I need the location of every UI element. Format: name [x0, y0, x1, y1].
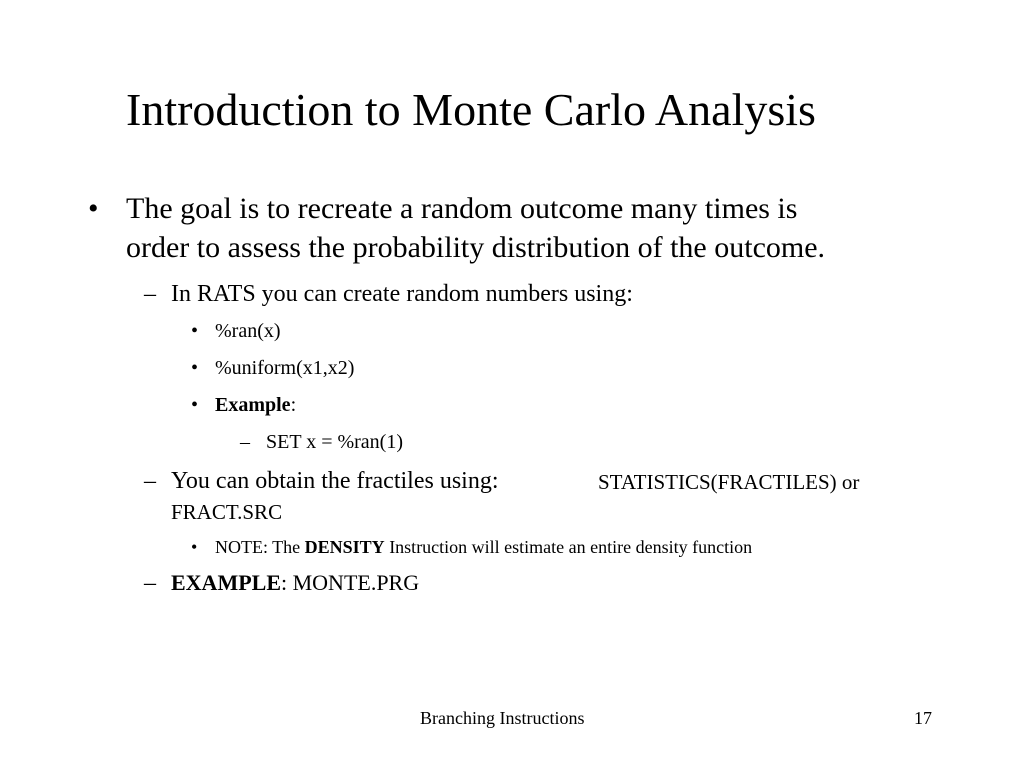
slide-title: Introduction to Monte Carlo Analysis — [126, 84, 816, 135]
level3-example — [215, 392, 296, 418]
example-colon: : — [290, 394, 297, 416]
bullet-text-line-1: The goal is to recreate a random outcome many times is — [126, 192, 798, 225]
sub-bullet-example-prg — [171, 568, 419, 598]
level4-set-line: SET x = %ran(1) — [266, 431, 403, 453]
note-density: DENSITY — [304, 537, 385, 557]
fractiles-line-2: FRACT.SRC — [171, 500, 283, 524]
sub-bullet-marker: – — [144, 570, 156, 596]
example-label: Example — [215, 394, 291, 416]
level3-note — [215, 535, 752, 559]
page-number: 17 — [914, 708, 932, 728]
level3-marker: • — [191, 394, 199, 416]
bullet-marker: • — [88, 192, 99, 225]
note-prefix: NOTE: The — [215, 537, 305, 557]
note-rest: Instruction will estimate an entire density function — [384, 537, 753, 557]
sub-bullet-fractiles: You can obtain the fractiles using: — [171, 468, 499, 494]
level3-marker: • — [191, 537, 198, 557]
bullet-text-line-2: order to assess the probability distribution of the outcome. — [126, 231, 826, 264]
example-prg-label: EXAMPLE — [171, 570, 281, 595]
sub-bullet-marker: – — [144, 281, 156, 307]
footer-title: Branching Instructions — [420, 708, 585, 728]
level3-marker: • — [191, 357, 199, 379]
level3-uniform: %uniform(x1,x2) — [215, 357, 355, 379]
example-prg-rest: : MONTE.PRG — [281, 570, 420, 595]
level3-marker: • — [191, 320, 199, 342]
level3-ran: %ran(x) — [215, 320, 281, 342]
fractiles-code: STATISTICS(FRACTILES) or — [598, 470, 860, 494]
sub-bullet-marker: – — [144, 468, 156, 494]
level4-marker: – — [240, 431, 250, 453]
sub-bullet-rats: In RATS you can create random numbers using: — [171, 281, 633, 307]
